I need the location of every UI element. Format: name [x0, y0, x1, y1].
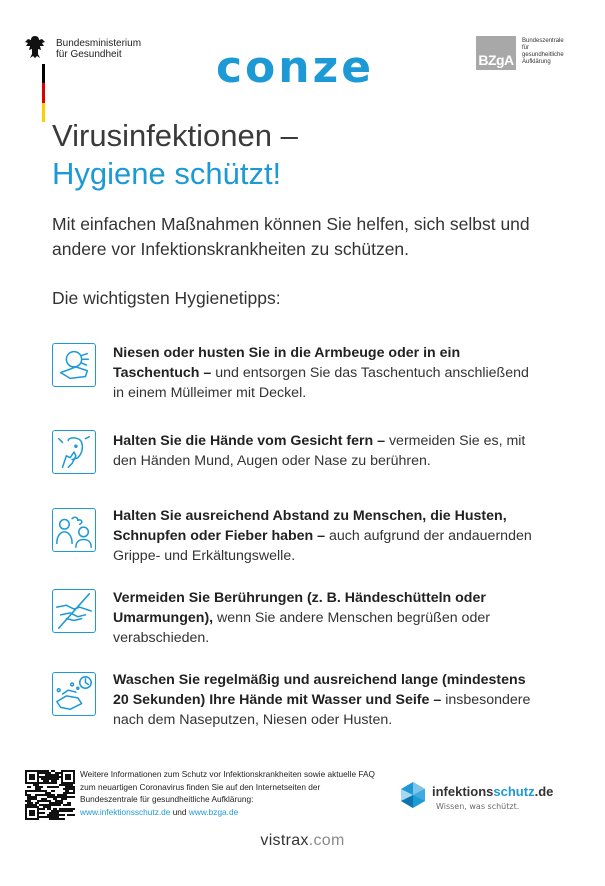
footer-and: und [170, 806, 189, 817]
ischutz-part3: .de [534, 784, 554, 799]
sneeze-into-elbow-icon [52, 343, 96, 387]
tip-2-bold: Halten Sie die Hände vom Gesicht fern – [113, 433, 386, 449]
bzga-logo-box: BZgA [476, 36, 516, 70]
page-title-line2: Hygiene schützt! [52, 156, 282, 191]
hand-face-icon [52, 430, 96, 474]
tip-3-rest: auch aufgrund der andauernden Grippe- und Erkältungswelle. [113, 528, 532, 564]
conze-logo-text: conze [215, 44, 375, 93]
tip-5-bold: Waschen Sie regelmäßig und ausreichend lange (mindestens 20 Sekunden) Ihre Hände mit Wasser und Seife – [113, 672, 526, 708]
ischutz-part1: infektions [432, 784, 494, 799]
vistrax-brand [0, 832, 605, 850]
infektionsschutz-name [432, 784, 553, 799]
hand-washing-icon [52, 672, 96, 716]
keep-distance-icon [52, 508, 96, 552]
tip-text-3 [113, 506, 533, 566]
bzga-logo [476, 36, 586, 72]
conze-logo [190, 44, 400, 94]
tip-4-bold: Vermeiden Sie Berührungen (z. B. Händeschütteln oder Umarmungen), [113, 590, 486, 626]
tip-2-rest: vermeiden Sie es, mit den Händen Mund, Augen oder Nase zu berühren. [113, 433, 526, 469]
tip-4-rest: wenn Sie andere Menschen begrüßen oder verabschieden. [113, 610, 490, 646]
footer-info-text: Weitere Informationen zum Schutz vor Infektionskrankheiten sowie aktuelle FAQ zum neuartigen Coronavirus finden Sie auf den Internetseiten der Bundeszentrale für gesundheitliche Aufklärung: [80, 769, 375, 804]
federal-eagle-icon [22, 34, 48, 60]
link-bzga[interactable]: www.bzga.de [188, 806, 239, 817]
tip-3-bold: Halten Sie ausreichend Abstand zu Menschen, die Husten, Schnupfen oder Fieber haben – [113, 508, 507, 544]
footer-info [80, 768, 380, 818]
ministry-name-line2: für Gesundheit [56, 49, 122, 60]
tip-1-bold: Niesen oder husten Sie in die Armbeuge oder in ein Taschentuch – [113, 345, 461, 381]
bzga-name-line3: gesundheitliche [522, 52, 564, 58]
tip-text-2 [113, 431, 533, 471]
german-flag-stripe [42, 64, 45, 122]
bzga-name [522, 38, 582, 66]
bzga-name-line4: Aufklärung [522, 59, 551, 65]
ischutz-part2: schutz [493, 784, 535, 799]
tip-text-4 [113, 588, 533, 648]
ministry-name [56, 38, 166, 60]
infektionsschutz-logo [398, 780, 573, 820]
tip-text-5 [113, 670, 533, 730]
intro-paragraph: Mit einfachen Maßnahmen können Sie helfen, sich selbst und andere vor Infektionskrankheiten zu schützen. [52, 214, 530, 259]
ministry-name-line1: Bundesministerium [56, 38, 142, 49]
tip-5-rest: insbesondere nach dem Naseputzen, Niesen oder Husten. [113, 692, 531, 728]
qr-code-graphic [25, 770, 75, 820]
infektionsschutz-globe-icon [398, 780, 428, 810]
vistrax-tld: .com [308, 832, 345, 849]
tip-1-rest: und entsorgen Sie das Taschentuch anschließend in einem Mülleimer mit Deckel. [113, 365, 529, 401]
bzga-name-line2: für [522, 45, 530, 51]
infektionsschutz-tagline: Wissen, was schützt. [436, 802, 520, 811]
no-handshake-icon [52, 589, 96, 633]
link-infektionsschutz[interactable]: www.infektionsschutz.de [80, 806, 171, 817]
bzga-name-line1: Bundeszentrale [522, 38, 564, 44]
tips-heading: Die wichtigsten Hygienetipps: [52, 288, 281, 308]
page-title-line1: Virusinfektionen – [52, 118, 298, 153]
ministry-logo [22, 34, 162, 94]
qr-code [25, 770, 75, 820]
tip-text-1 [113, 343, 533, 403]
vistrax-name: vistrax [260, 832, 309, 849]
